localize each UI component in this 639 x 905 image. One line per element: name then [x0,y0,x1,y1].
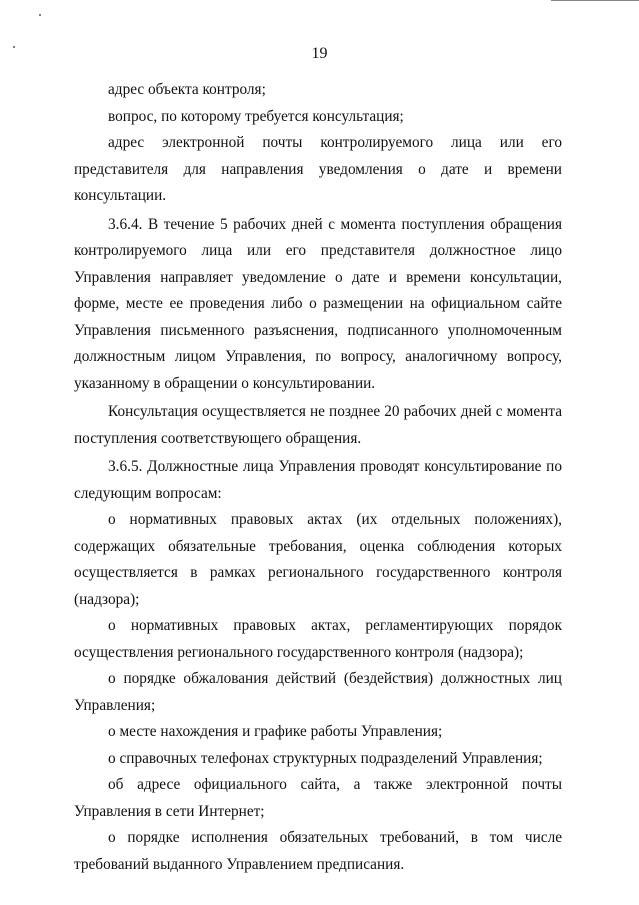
scan-edge-mark [551,0,639,4]
scan-speck [39,14,41,16]
paragraph-consultation-question: вопрос, по которому требуется консультация; [108,107,404,125]
document-body [74,77,562,878]
paragraph-normative-acts-procedure: о нормативных правовых актах, регламентирующих порядок осуществления регионального государственного контроля (надзора); [74,617,562,661]
paragraph-appeal-procedure: о порядке обжалования действий (бездействия) должностных лиц Управления; [74,670,562,714]
paragraph-consultation-deadline: Консультация осуществляется не позднее 20 рабочих дней с момента поступления соответствующего обращения. [74,403,562,447]
paragraph-location-schedule: о месте нахождения и графике работы Управления; [108,723,443,740]
paragraph-email-address: адрес электронной почты контролируемого лица или его представителя для направления уведомления о дате и времени консультации. [74,134,562,204]
paragraph-requirements-execution: о порядке исполнения обязательных требований, в том числе требований выданного Управлением предписания. [74,829,562,873]
paragraph-website-email: об адресе официального сайта, а также электронной почты Управления в сети Интернет; [74,776,562,820]
paragraph-3-6-4: 3.6.4. В течение 5 рабочих дней с момента поступления обращения контролируемого лица или его представителя должностное лицо Управления направляет уведомление о дате и времени консультации, форме, месте ее проведения либо о размещении на официальном сайте Управления письменного разъяснения, подписанного уполномоченным должностным лицом Управления, по вопросу, аналогичному вопросу, указанному в обращении о консультировании. [74,215,562,392]
page-number: 19 [311,45,328,62]
paragraph-reference-phones: о справочных телефонах структурных подразделений Управления; [108,749,543,767]
paragraph-3-6-5: 3.6.5. Должностные лица Управления проводят консультирование по следующим вопросам: [74,458,562,502]
paragraph-object-address: адрес объекта контроля; [108,81,266,98]
paragraph-normative-acts-requirements: о нормативных правовых актах (их отдельных положениях), содержащих обязательные требования, оценка соблюдения которых осуществляется в рамках регионального государственного контроля (надзора); [74,511,562,608]
